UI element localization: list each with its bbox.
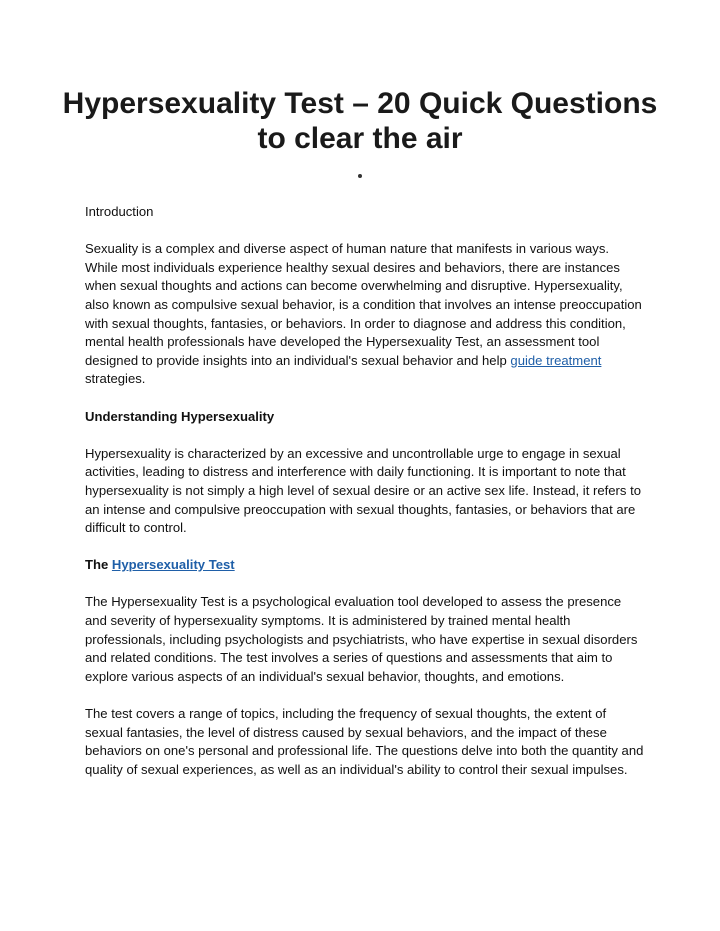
section-paragraph-test-1: The Hypersexuality Test is a psychological evaluation tool developed to assess the presence and severity of hypersexuality symptoms. It is administered by trained mental health professionals, including psychologists and psychiatrists, who have expertise in sexual disorders and related conditions. The test involves a series of questions and assessments that aim to explore various aspects of an individual's sexual behavior, thoughts, and emotions. — [85, 594, 638, 684]
intro-label: Introduction — [85, 204, 154, 219]
section-paragraph-understanding: Hypersexuality is characterized by an excessive and uncontrollable urge to engage in sexual activities, leading to distress and interference with daily functioning. It is important to note that hypersexuality is not simply a high level of sexual desire or an active sex life. Instead, it refers to an intense and compulsive preoccupation with sexual thoughts, fantasies, or behaviors that are difficult to control. — [85, 445, 642, 536]
section-heading-understanding: Understanding Hypersexuality — [85, 408, 275, 424]
intro-paragraph — [85, 240, 645, 389]
intro-text-before-link: Sexuality is a complex and diverse aspect of human nature that manifests in various ways. While most individuals experience healthy sexual desires and behaviors, there are instances when sexual thoughts and actions can become overwhelming and disruptive. Hypersexuality, also known as compulsive sexual behavior, is a condition that involves an intense preoccupation with sexual thoughts, fantasies, or behaviors. In order to diagnose and address this condition, mental health professionals have developed the Hypersexuality Test, an assessment tool designed to provide insights into an individual's sexual behavior and help — [85, 241, 642, 368]
section-heading-test — [85, 556, 645, 575]
section-heading-test-prefix: The — [85, 557, 112, 573]
document-title: Hypersexuality Test – 20 Quick Questions to clear the air — [62, 87, 658, 155]
document-body — [85, 203, 645, 798]
intro-text-after-link: strategies. — [85, 371, 146, 387]
section-paragraph-test-2: The test covers a range of topics, including the frequency of sexual thoughts, the extent of sexual fantasies, the level of distress caused by sexual behaviors, and the impact of these behaviors on one's personal and professional life. The questions delve into both the quantity and quality of sexual experiences, as well as an individual's ability to control their sexual impulses. — [85, 706, 644, 777]
guide-treatment-link[interactable]: guide treatment — [510, 352, 602, 368]
bullet-dot — [358, 174, 362, 178]
hypersexuality-test-link[interactable]: Hypersexuality Test — [111, 557, 235, 573]
